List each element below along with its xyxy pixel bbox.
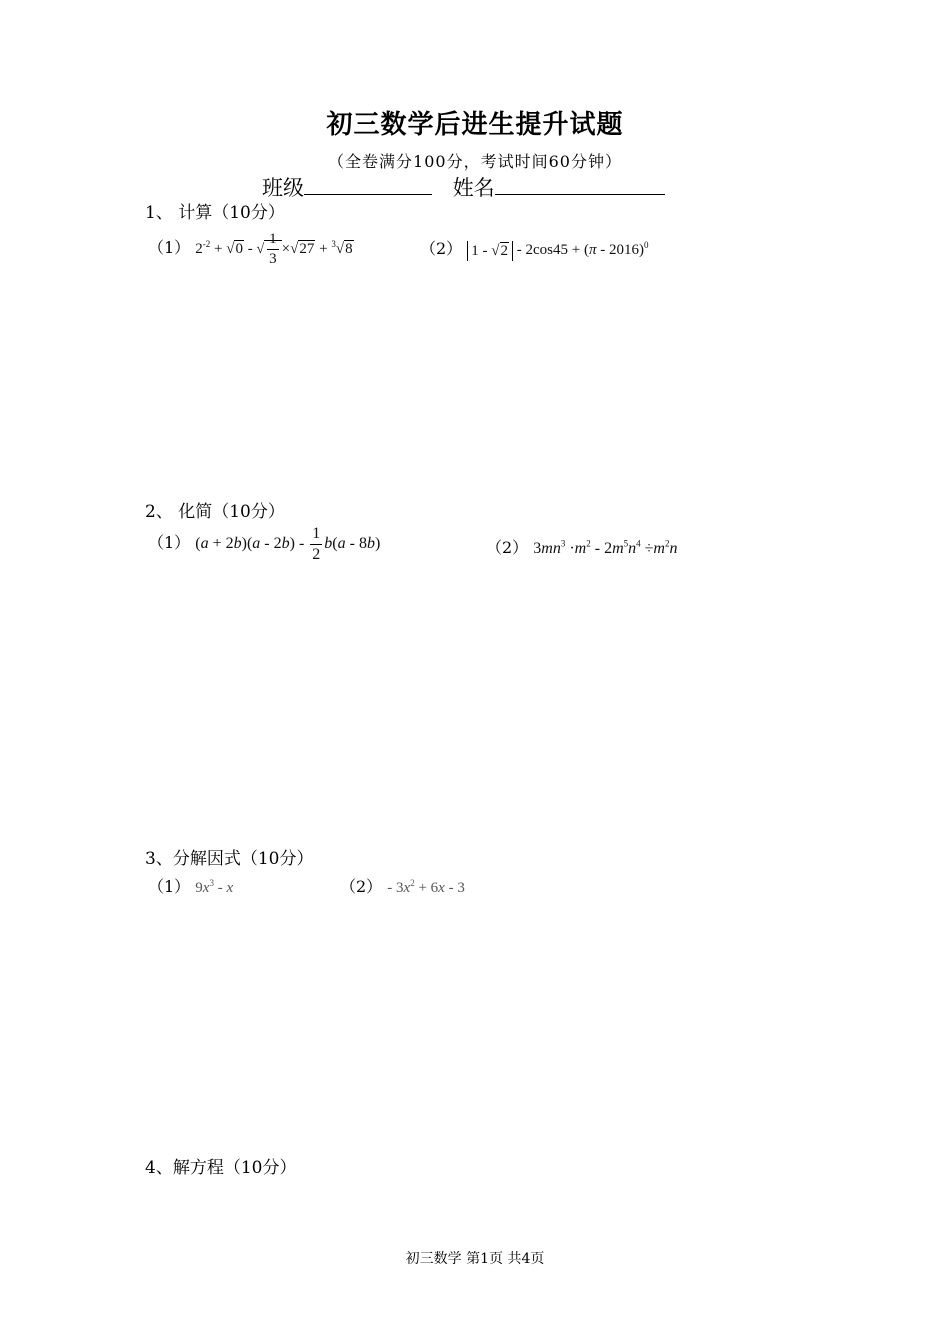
page-subtitle: （全卷满分100分，考试时间60分钟） <box>328 152 622 171</box>
q2-part2 <box>486 535 677 558</box>
q1-part2-expression: 1 - √2 - 2cos45 + (π - 2016)$^0$ <box>467 242 648 258</box>
q1-heading: 1、 计算（10分） <box>145 203 285 223</box>
q3-part2 <box>340 874 465 897</box>
q3-part1-expression: $9x^3$ - x <box>195 878 234 896</box>
q1-part1-label: （1） <box>148 237 191 257</box>
q3-part2-label: （2） <box>340 877 383 896</box>
q1-part2-label: （2） <box>420 239 463 258</box>
q3-part1 <box>148 874 233 897</box>
q2-part2-label: （2） <box>486 538 529 557</box>
class-label: 班级 <box>262 176 304 200</box>
class-blank[interactable] <box>304 174 432 195</box>
q3-part1-label: （1） <box>148 877 191 896</box>
q3-part2-expression: - $3x^2 + 6x - 3$ <box>387 878 465 896</box>
q2-part1-label: （1） <box>148 533 191 553</box>
q3-heading: 3、分解因式（10分） <box>145 849 314 869</box>
page-footer: 初三数学 第1页 共4页 <box>405 1251 545 1267</box>
q2-heading: 2、 化简（10分） <box>145 502 285 522</box>
q2-part1-expression: (a + 2b)(a - 2b) - $\frac{1}{2}$ b(a - 8b) <box>195 525 381 563</box>
q1-part2 <box>420 236 648 261</box>
q4-heading: 4、解方程（10分） <box>145 1158 297 1178</box>
student-info-line <box>262 172 665 202</box>
q2-part2-expression: $3mn^3 \cdot m^2 - 2m^5n^4 \div m^2n$ <box>533 538 678 557</box>
page-title: 初三数学后进生提升试题 <box>326 110 624 140</box>
q1-part1 <box>148 232 354 267</box>
q2-part1 <box>148 526 380 563</box>
name-blank[interactable] <box>495 174 665 195</box>
name-label: 姓名 <box>452 176 495 200</box>
q1-part1-expression: $2^{-2} + √0$ - √ $\frac{1}{3}$ ×√27 + $^3$√8 <box>195 231 353 267</box>
